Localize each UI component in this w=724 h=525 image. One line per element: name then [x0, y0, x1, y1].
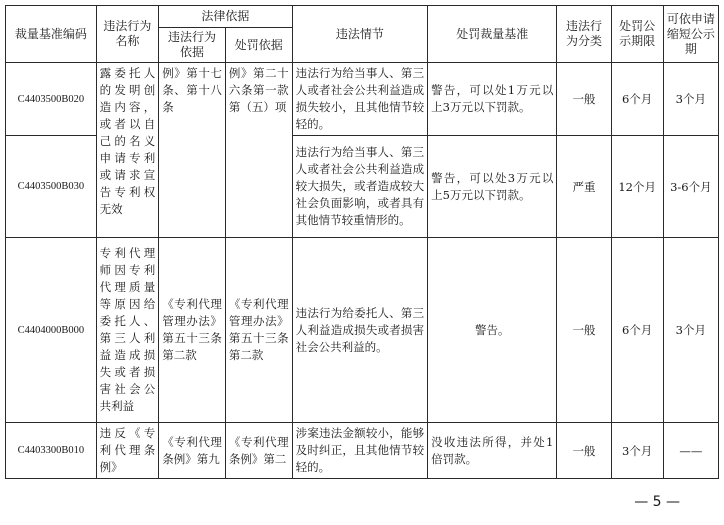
row-penalty-basis: 《专利代理管理办法》第五十三条第二款: [225, 238, 292, 423]
row-shorten: 3个月: [663, 63, 718, 136]
header-standard: 处罚裁量基准: [428, 6, 557, 63]
row-category: 一般: [557, 238, 611, 423]
row-code: C4404000B000: [6, 238, 97, 423]
table-row: [6, 423, 719, 479]
row-code: C4403300B010: [6, 423, 97, 479]
page-number: — 5 —: [634, 494, 680, 510]
header-circumstance: 违法情节: [292, 6, 428, 63]
row-standard: 警告，可以处3万元以上5万元以下罚款。: [428, 136, 557, 238]
header-shorten: 可依申请缩短公示期: [663, 6, 718, 63]
header-publicity: 处罚公示期限: [611, 6, 663, 63]
row-act-name: 违反《专利代理条例》: [96, 423, 159, 479]
row-standard: 没收违法所得，并处1倍罚款。: [428, 423, 557, 479]
row-act-basis: 《专利代理管理办法》第五十三条第二款: [159, 238, 226, 423]
row-category: 严重: [557, 136, 611, 238]
row-standard: 警告。: [428, 238, 557, 423]
row-act-basis: 例》第十七条、第十八条: [159, 63, 226, 238]
row-publicity: 3个月: [611, 423, 663, 479]
row-circumstance: 违法行为给当事人、第三人或者社会公共利益造成较大损失，或者造成较大社会负面影响，或者具有其他情节较重情形的。: [292, 136, 428, 238]
header-category: 违法行为分类: [557, 6, 611, 63]
row-category: 一般: [557, 63, 611, 136]
row-shorten: ——: [663, 423, 718, 479]
penalty-discretion-table: [5, 5, 719, 479]
header-act-name: 违法行为名称: [96, 6, 159, 63]
row-penalty-basis: 《专利代理条例》第二: [225, 423, 292, 479]
row-circumstance: 涉案违法金额较小，能够及时纠正，且其他情节较轻的。: [292, 423, 428, 479]
header-act-basis: 违法行为依据: [159, 28, 226, 63]
row-shorten: 3个月: [663, 238, 718, 423]
header-code: 裁量基准编码: [6, 6, 97, 63]
row-act-name: 专利代理师因专利代理质量等原因给委托人、第三人利益造成损失或者损害社会公共利益: [96, 238, 159, 423]
row-circumstance: 违法行为给委托人、第三人利益造成损失或者损害社会公共利益的。: [292, 238, 428, 423]
row-standard: 警告，可以处1万元以上3万元以下罚款。: [428, 63, 557, 136]
header-legal-basis: 法律依据: [159, 6, 292, 28]
table-row: [6, 63, 719, 136]
header-penalty-basis: 处罚依据: [225, 28, 292, 63]
row-penalty-basis: 例》第二十六条第一款第（五）项: [225, 63, 292, 238]
row-shorten: 3-6个月: [663, 136, 718, 238]
table-row: [6, 238, 719, 423]
row-category: 一般: [557, 423, 611, 479]
row-publicity: 6个月: [611, 63, 663, 136]
row-code: C4403500B020: [6, 63, 97, 136]
row-code: C4403500B030: [6, 136, 97, 238]
row-publicity: 6个月: [611, 238, 663, 423]
row-publicity: 12个月: [611, 136, 663, 238]
row-act-basis: 《专利代理条例》第九: [159, 423, 226, 479]
row-circumstance: 违法行为给当事人、第三人或者社会公共利益造成损失较小，且其他情节较轻的。: [292, 63, 428, 136]
row-act-name: 露委托人的发明创造内容，或者以自己的名义申请专利或请求宣告专利权无效: [96, 63, 159, 238]
